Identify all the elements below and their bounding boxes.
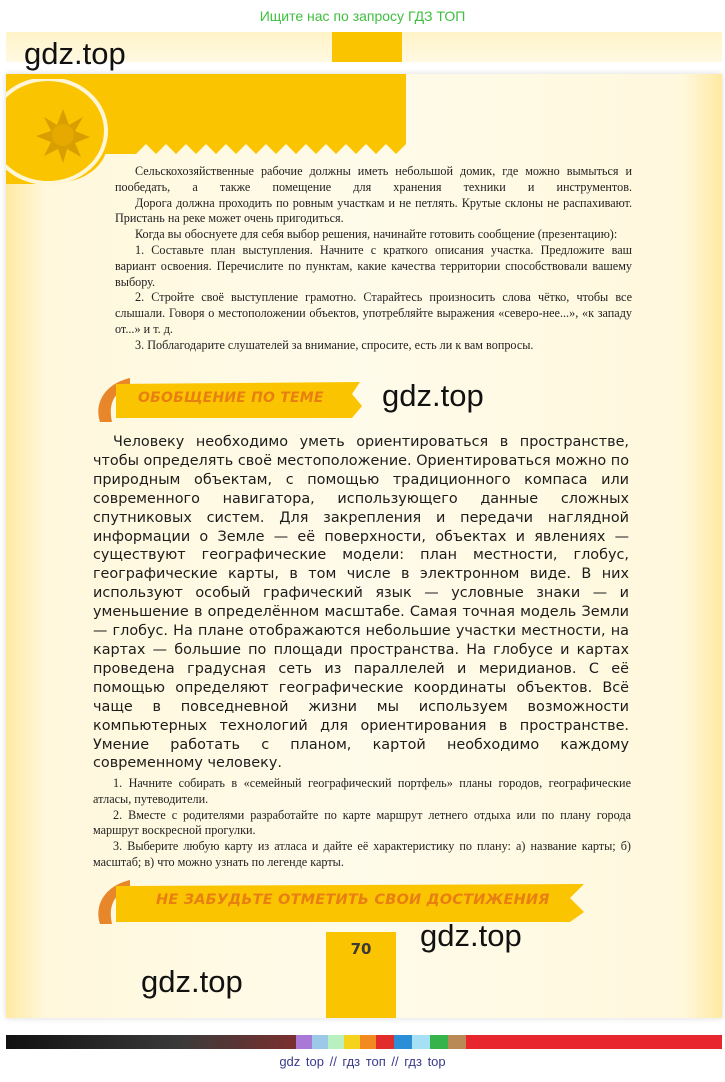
color-bar-segment [430,1035,448,1049]
color-bar-segment [466,1035,722,1049]
color-bar-segment [6,1035,296,1049]
summary-text [93,433,629,773]
achievements-heading: НЕ ЗАБУДЬТЕ ОТМЕТИТЬ СВОИ ДОСТИЖЕНИЯ [156,892,550,908]
watermark: gdz.top [420,918,522,953]
page-number-tab [326,932,396,1018]
top-search-banner[interactable]: Ищите нас по запросу ГДЗ ТОП [259,8,466,24]
watermark: gdz.top [24,36,126,71]
watermark: gdz.top [141,964,243,999]
color-bar [6,1035,722,1049]
color-bar-segment [360,1035,376,1049]
intro-paragraph: Когда вы обоснуете для себя выбор решения, начинайте готовить сообщение (презентацию): [135,227,618,242]
tasks-list [93,776,631,871]
intro-paragraph: 1. Составьте план выступления. Начните с краткого описания участка. Предложите ваш вариант освоения. Перечислите по пунктам, какие качества территории способствовали вашему выбору. [115,242,632,289]
task-item: 3. Выберите любую карту из атласа и дайте её характеристику по плану: а) название карты; б) масштаб; в) что можно узнать по легенде карты. [93,839,631,869]
sun-icon [6,79,126,189]
task-item: 2. Вместе с родителями разработайте по карте маршрут летнего отдыха или по плану города маршрут воскресной прогулки. [93,807,631,838]
textbook-page [6,74,722,1018]
summary-heading: ОБОБЩЕНИЕ ПО ТЕМЕ [138,390,324,406]
intro-text [115,164,632,354]
color-bar-segment [448,1035,466,1049]
watermark: gdz.top [382,378,484,413]
intro-paragraph: 2. Стройте своё выступление грамотно. Старайтесь произносить слова чётко, чтобы все слышали. Говоря о местоположении объектов, употребляйте выражения «северо-нее...», «к западу от...» и т. д. [115,290,632,336]
color-bar-segment [312,1035,328,1049]
intro-paragraph: Сельскохозяйственные рабочие должны иметь небольшой домик, где можно вымыться и пообедать, а также помещение для хранения техники и инструментов. [115,164,632,194]
intro-paragraph: 3. Поблагодарите слушателей за внимание, спросите, есть ли к вам вопросы. [135,337,534,352]
color-bar-segment [344,1035,360,1049]
task-item: 1. Начните собирать в «семейный географический портфель» планы городов, географические атласы, путеводители. [93,776,631,806]
color-bar-segment [296,1035,312,1049]
page-number: 70 [350,940,372,958]
intro-paragraph: Дорога должна проходить по ровным участкам и не петлять. Крутые склоны не распахивают. Пристань на реке может очень пригодиться. [115,195,632,226]
footer-links[interactable]: gdz top // гдз топ // гдз top [279,1054,446,1069]
summary-paragraph: Человеку необходимо уметь ориентироваться в пространстве, чтобы определять своё местоположение. Ориентироваться можно по природным объектам, с помощью традиционного компаса или современного навигатора, использующего данные сложных спутниковых систем. Для закрепления и передачи наглядной информации о Земле — её поверхности, объектах и явлениях — существуют географические модели: план местности, глобус, географические карты, в том числе в электронном виде. В них используют особый графический язык — условные знаки — и уменьшение в определённом масштабе. Самая точная модель Земли — глобус. На плане отображаются небольшие участки местности, на картах — большие по площади пространства. На глобусе и картах проведена градусная сеть из параллелей и меридианов. С её помощью определяют географические координаты объектов. Всё чаще в повседневной жизни мы используем возможности компьютерных технологий для ориентирования в пространстве. Умение работать с планом, картой необходимо каждому современному человеку. [93,434,629,772]
color-bar-segment [376,1035,394,1049]
color-bar-segment [328,1035,344,1049]
color-bar-segment [394,1035,412,1049]
color-bar-segment [412,1035,430,1049]
previous-page-tab [332,32,402,62]
